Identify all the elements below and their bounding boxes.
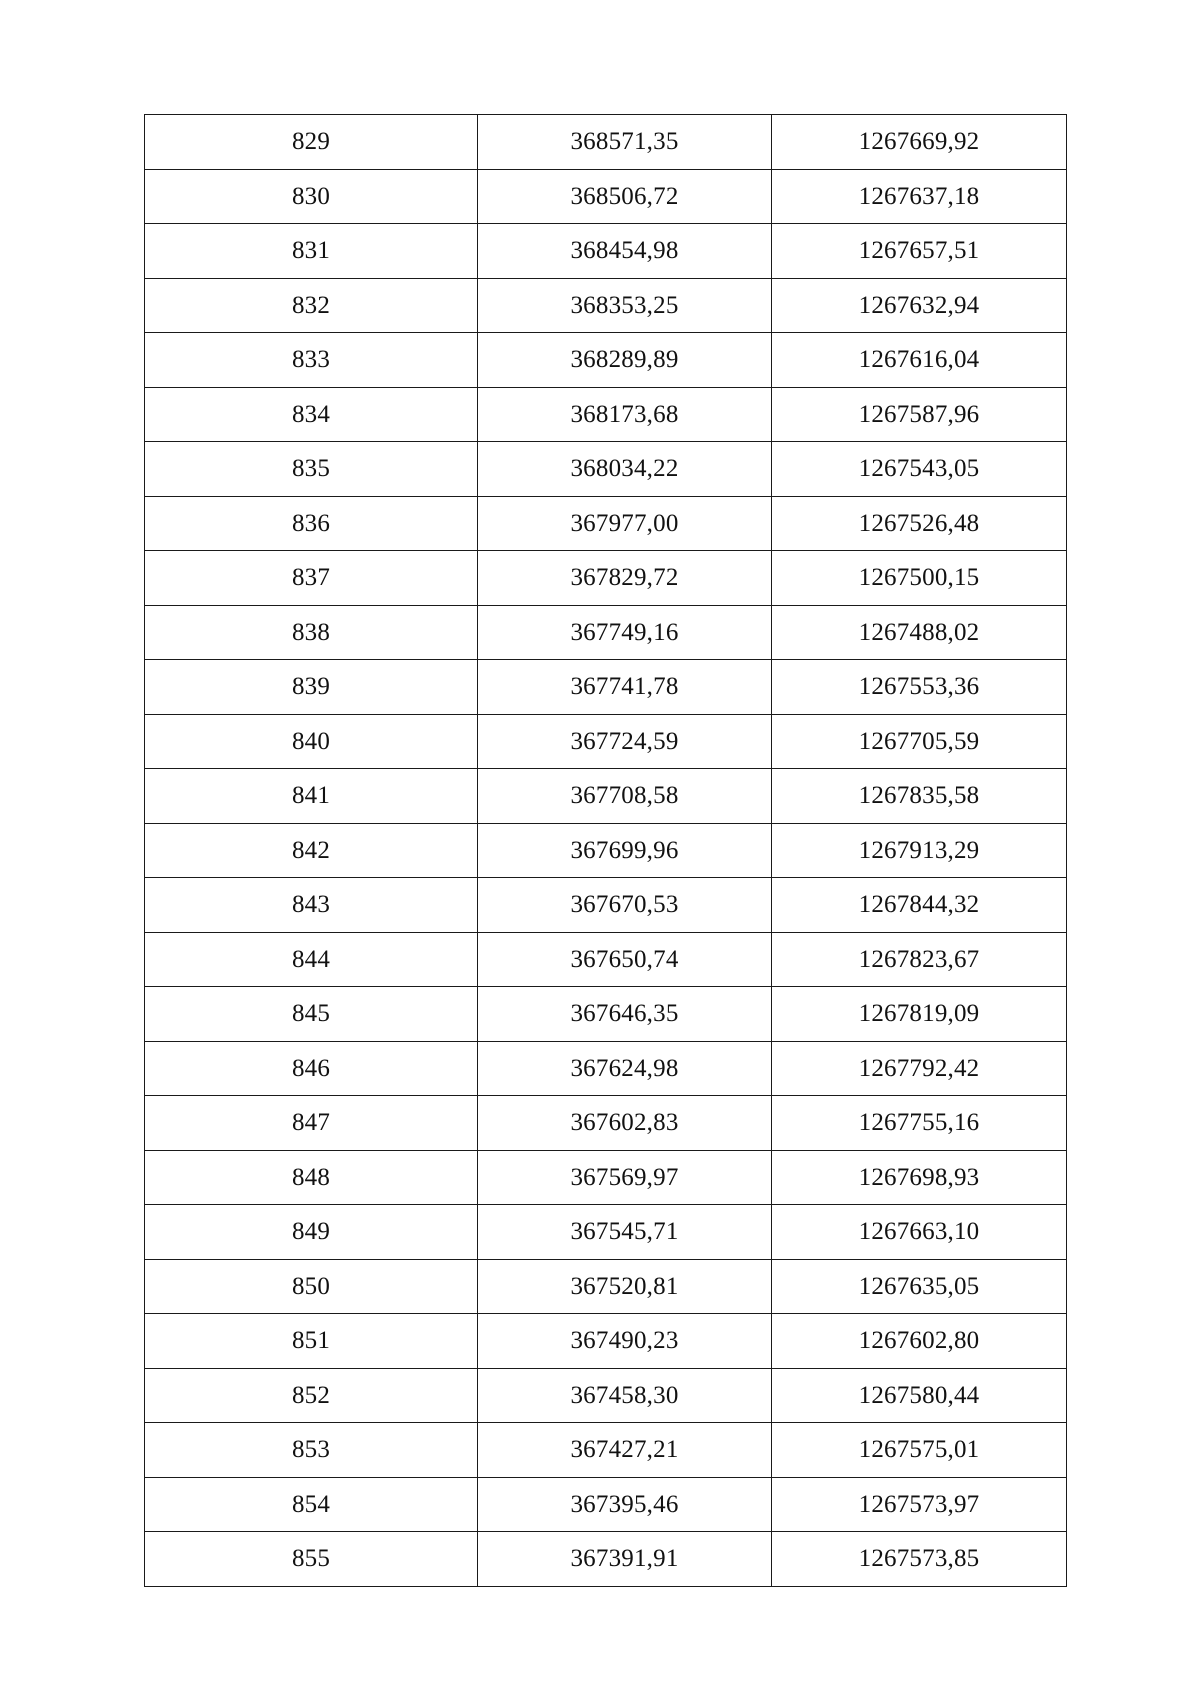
table-row xyxy=(145,605,1067,660)
x-coordinate-cell: 367395,46 xyxy=(478,1477,772,1532)
y-coordinate-cell: 1267637,18 xyxy=(772,169,1067,224)
table-row xyxy=(145,660,1067,715)
coordinates-table xyxy=(144,114,1067,1587)
point-number-cell: 837 xyxy=(145,551,478,606)
x-coordinate-cell: 367545,71 xyxy=(478,1205,772,1260)
table-row xyxy=(145,551,1067,606)
y-coordinate-cell: 1267705,59 xyxy=(772,714,1067,769)
y-coordinate-cell: 1267913,29 xyxy=(772,823,1067,878)
table-row xyxy=(145,1368,1067,1423)
x-coordinate-cell: 368173,68 xyxy=(478,387,772,442)
x-coordinate-cell: 367829,72 xyxy=(478,551,772,606)
x-coordinate-cell: 368454,98 xyxy=(478,224,772,279)
table-row xyxy=(145,1096,1067,1151)
point-number-cell: 842 xyxy=(145,823,478,878)
table-row xyxy=(145,823,1067,878)
table-row xyxy=(145,1041,1067,1096)
point-number-cell: 854 xyxy=(145,1477,478,1532)
x-coordinate-cell: 367724,59 xyxy=(478,714,772,769)
x-coordinate-cell: 368506,72 xyxy=(478,169,772,224)
y-coordinate-cell: 1267792,42 xyxy=(772,1041,1067,1096)
x-coordinate-cell: 367458,30 xyxy=(478,1368,772,1423)
point-number-cell: 839 xyxy=(145,660,478,715)
table-row xyxy=(145,1423,1067,1478)
x-coordinate-cell: 367602,83 xyxy=(478,1096,772,1151)
y-coordinate-cell: 1267488,02 xyxy=(772,605,1067,660)
y-coordinate-cell: 1267823,67 xyxy=(772,932,1067,987)
table-row xyxy=(145,1314,1067,1369)
point-number-cell: 850 xyxy=(145,1259,478,1314)
y-coordinate-cell: 1267698,93 xyxy=(772,1150,1067,1205)
point-number-cell: 841 xyxy=(145,769,478,824)
point-number-cell: 836 xyxy=(145,496,478,551)
y-coordinate-cell: 1267543,05 xyxy=(772,442,1067,497)
table-row xyxy=(145,169,1067,224)
point-number-cell: 849 xyxy=(145,1205,478,1260)
table-row xyxy=(145,987,1067,1042)
point-number-cell: 843 xyxy=(145,878,478,933)
point-number-cell: 855 xyxy=(145,1532,478,1587)
y-coordinate-cell: 1267663,10 xyxy=(772,1205,1067,1260)
point-number-cell: 852 xyxy=(145,1368,478,1423)
y-coordinate-cell: 1267573,97 xyxy=(772,1477,1067,1532)
point-number-cell: 847 xyxy=(145,1096,478,1151)
point-number-cell: 846 xyxy=(145,1041,478,1096)
point-number-cell: 829 xyxy=(145,115,478,170)
point-number-cell: 840 xyxy=(145,714,478,769)
y-coordinate-cell: 1267616,04 xyxy=(772,333,1067,388)
x-coordinate-cell: 368289,89 xyxy=(478,333,772,388)
x-coordinate-cell: 367699,96 xyxy=(478,823,772,878)
point-number-cell: 833 xyxy=(145,333,478,388)
y-coordinate-cell: 1267602,80 xyxy=(772,1314,1067,1369)
table-row xyxy=(145,224,1067,279)
point-number-cell: 835 xyxy=(145,442,478,497)
y-coordinate-cell: 1267500,15 xyxy=(772,551,1067,606)
x-coordinate-cell: 367490,23 xyxy=(478,1314,772,1369)
table-row xyxy=(145,496,1067,551)
table-row xyxy=(145,1259,1067,1314)
point-number-cell: 845 xyxy=(145,987,478,1042)
table-row xyxy=(145,878,1067,933)
x-coordinate-cell: 367708,58 xyxy=(478,769,772,824)
y-coordinate-cell: 1267835,58 xyxy=(772,769,1067,824)
x-coordinate-cell: 367569,97 xyxy=(478,1150,772,1205)
table-row xyxy=(145,115,1067,170)
coordinates-table-body xyxy=(145,115,1067,1587)
point-number-cell: 844 xyxy=(145,932,478,987)
y-coordinate-cell: 1267553,36 xyxy=(772,660,1067,715)
y-coordinate-cell: 1267526,48 xyxy=(772,496,1067,551)
table-row xyxy=(145,278,1067,333)
y-coordinate-cell: 1267635,05 xyxy=(772,1259,1067,1314)
point-number-cell: 853 xyxy=(145,1423,478,1478)
x-coordinate-cell: 367391,91 xyxy=(478,1532,772,1587)
table-row xyxy=(145,1205,1067,1260)
table-row xyxy=(145,714,1067,769)
y-coordinate-cell: 1267632,94 xyxy=(772,278,1067,333)
table-row xyxy=(145,1150,1067,1205)
table-row xyxy=(145,932,1067,987)
table-row xyxy=(145,769,1067,824)
table-row xyxy=(145,333,1067,388)
x-coordinate-cell: 367977,00 xyxy=(478,496,772,551)
point-number-cell: 832 xyxy=(145,278,478,333)
x-coordinate-cell: 368571,35 xyxy=(478,115,772,170)
x-coordinate-cell: 367670,53 xyxy=(478,878,772,933)
x-coordinate-cell: 367624,98 xyxy=(478,1041,772,1096)
x-coordinate-cell: 367520,81 xyxy=(478,1259,772,1314)
x-coordinate-cell: 368034,22 xyxy=(478,442,772,497)
x-coordinate-cell: 367427,21 xyxy=(478,1423,772,1478)
y-coordinate-cell: 1267573,85 xyxy=(772,1532,1067,1587)
y-coordinate-cell: 1267844,32 xyxy=(772,878,1067,933)
point-number-cell: 831 xyxy=(145,224,478,279)
x-coordinate-cell: 367646,35 xyxy=(478,987,772,1042)
point-number-cell: 838 xyxy=(145,605,478,660)
table-row xyxy=(145,442,1067,497)
table-row xyxy=(145,1532,1067,1587)
x-coordinate-cell: 367741,78 xyxy=(478,660,772,715)
y-coordinate-cell: 1267657,51 xyxy=(772,224,1067,279)
x-coordinate-cell: 368353,25 xyxy=(478,278,772,333)
y-coordinate-cell: 1267669,92 xyxy=(772,115,1067,170)
table-row xyxy=(145,387,1067,442)
x-coordinate-cell: 367650,74 xyxy=(478,932,772,987)
y-coordinate-cell: 1267575,01 xyxy=(772,1423,1067,1478)
point-number-cell: 830 xyxy=(145,169,478,224)
point-number-cell: 851 xyxy=(145,1314,478,1369)
y-coordinate-cell: 1267755,16 xyxy=(772,1096,1067,1151)
x-coordinate-cell: 367749,16 xyxy=(478,605,772,660)
table-row xyxy=(145,1477,1067,1532)
point-number-cell: 834 xyxy=(145,387,478,442)
y-coordinate-cell: 1267580,44 xyxy=(772,1368,1067,1423)
point-number-cell: 848 xyxy=(145,1150,478,1205)
y-coordinate-cell: 1267819,09 xyxy=(772,987,1067,1042)
y-coordinate-cell: 1267587,96 xyxy=(772,387,1067,442)
